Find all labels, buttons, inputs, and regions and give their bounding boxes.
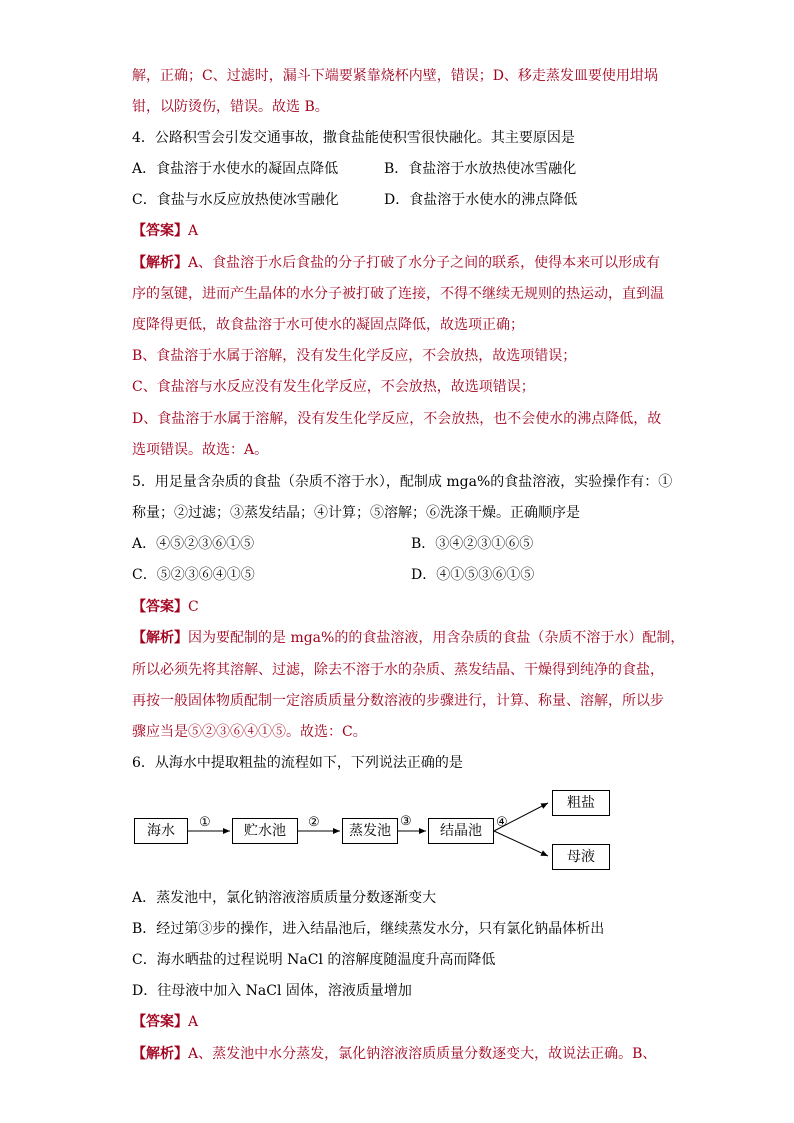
q4-analysis-line-2: 序的氢键，进而产生晶体的水分子被打破了连接，不得不继续无规则的热运动，直到温: [132, 286, 664, 302]
q5-answer: [132, 597, 672, 617]
q6-option-d: D．往母液中加入 NaCl 固体，溶液质量增加: [132, 983, 412, 999]
answer-tag: 【答案】: [132, 223, 188, 239]
q5-analysis-line-4: 骤应当是⑤②③⑥④①⑤。故选：C。: [132, 724, 367, 740]
flow-diagram: [132, 782, 622, 874]
q5-stem-line-1: 5．用足量含杂质的食盐（杂质不溶于水），配制成 mga%的食盐溶液，实验操作有：①: [132, 474, 673, 490]
answer-tag: 【答案】: [132, 1014, 188, 1030]
flow-box-crystallization-pool: 结晶池: [428, 818, 494, 844]
analysis-tag: 【解析】: [132, 1046, 188, 1062]
prev-analysis-line-1: 解，正确；C、过滤时，漏斗下端要紧靠烧杯内壁，错误；D、移走蒸发皿要使用坩埚: [132, 68, 658, 84]
q5-analysis-line-1: [132, 628, 685, 648]
answer-tag: 【答案】: [132, 599, 188, 615]
q4-answer: [132, 221, 672, 241]
q6-option-b: B．经过第③步的操作，进入结晶池后，继续蒸发水分，只有氯化钠晶体析出: [132, 921, 605, 937]
q5-option-a: A．④⑤②③⑥①⑤: [132, 536, 255, 552]
q4-analysis-line-3: 度降得更低，故食盐溶于水可使水的凝固点降低，故选项正确；: [132, 317, 524, 333]
q4-analysis-line-1: [132, 253, 672, 273]
q5-analysis-line-2: 所以必须先将其溶解、过滤，除去不溶于水的杂质、蒸发结晶、干燥得到纯净的食盐，: [132, 662, 664, 678]
q4-option-d: D．食盐溶于水使水的沸点降低: [384, 192, 578, 208]
flow-step-4: ④: [496, 815, 508, 830]
analysis-text: A、蒸发池中水分蒸发，氯化钠溶液溶质质量分数逐变大，故说法正确。B、: [188, 1046, 657, 1062]
answer-value: A: [188, 1014, 199, 1030]
q6-answer: [132, 1012, 672, 1032]
flow-box-evaporation-pool: 蒸发池: [342, 818, 398, 844]
q5-option-b: B．③④②③①⑥⑤: [411, 536, 534, 552]
flow-step-3: ③: [400, 814, 412, 829]
q4-analysis-line-4: B、食盐溶于水属于溶解，没有发生化学反应，不会放热，故选项错误；: [132, 348, 577, 364]
flow-box-crude-salt: 粗盐: [552, 790, 610, 816]
q6-stem: 6．从海水中提取粗盐的流程如下，下列说法正确的是: [132, 755, 463, 771]
analysis-tag: 【解析】: [132, 255, 188, 271]
prev-analysis-line-2: 钳，以防烫伤，错误。故选 B。: [132, 99, 329, 115]
q4-stem: 4．公路积雪会引发交通事故，撒食盐能使积雪很快融化。其主要原因是: [132, 130, 575, 146]
flow-box-mother-liquor: 母液: [552, 844, 610, 870]
flow-box-seawater: 海水: [134, 818, 188, 844]
flow-box-storage-pool: 贮水池: [232, 818, 298, 844]
flow-step-2: ②: [308, 815, 320, 830]
q4-analysis-line-6: D、食盐溶于水属于溶解，没有发生化学反应，不会放热，也不会使水的沸点降低，故: [132, 411, 662, 427]
answer-value: C: [188, 599, 199, 615]
arrow-4-down: [494, 831, 548, 856]
analysis-tag: 【解析】: [132, 630, 188, 646]
q6-analysis-line-1: [132, 1044, 672, 1064]
q4-analysis-line-5: C、食盐溶与水反应没有发生化学反应，不会放热，故选项错误；: [132, 379, 535, 395]
analysis-text: 因为要配制的是 mga%的的食盐溶液，用含杂质的食盐（杂质不溶于水）配制，: [188, 630, 685, 646]
analysis-text: A、食盐溶于水后食盐的分子打破了水分子之间的联系，使得本来可以形成有: [188, 255, 661, 271]
q5-stem-line-2: 称量；②过滤；③蒸发结晶；④计算；⑤溶解；⑥洗涤干燥。正确顺序是: [132, 505, 580, 521]
q4-analysis-line-7: 选项错误。故选：A。: [132, 442, 269, 458]
q5-analysis-line-3: 再按一般固体物质配制一定溶质质量分数溶液的步骤进行，计算、称量、溶解，所以步: [132, 693, 664, 709]
q5-option-d: D．④①⑤③⑥①⑤: [411, 567, 535, 583]
q5-option-c: C．⑤②③⑥④①⑤: [132, 567, 255, 583]
answer-value: A: [188, 223, 199, 239]
q4-option-b: B．食盐溶于水放热使冰雪融化: [384, 161, 577, 177]
q6-option-a: A．蒸发池中，氯化钠溶液溶质质量分数逐渐变大: [132, 890, 437, 906]
q4-option-c: C．食盐与水反应放热使冰雪融化: [132, 192, 339, 208]
q4-option-a: A．食盐溶于水使水的凝固点降低: [132, 161, 339, 177]
q6-option-c: C．海水晒盐的过程说明 NaCl 的溶解度随温度升高而降低: [132, 952, 496, 968]
flow-step-1: ①: [199, 815, 211, 830]
